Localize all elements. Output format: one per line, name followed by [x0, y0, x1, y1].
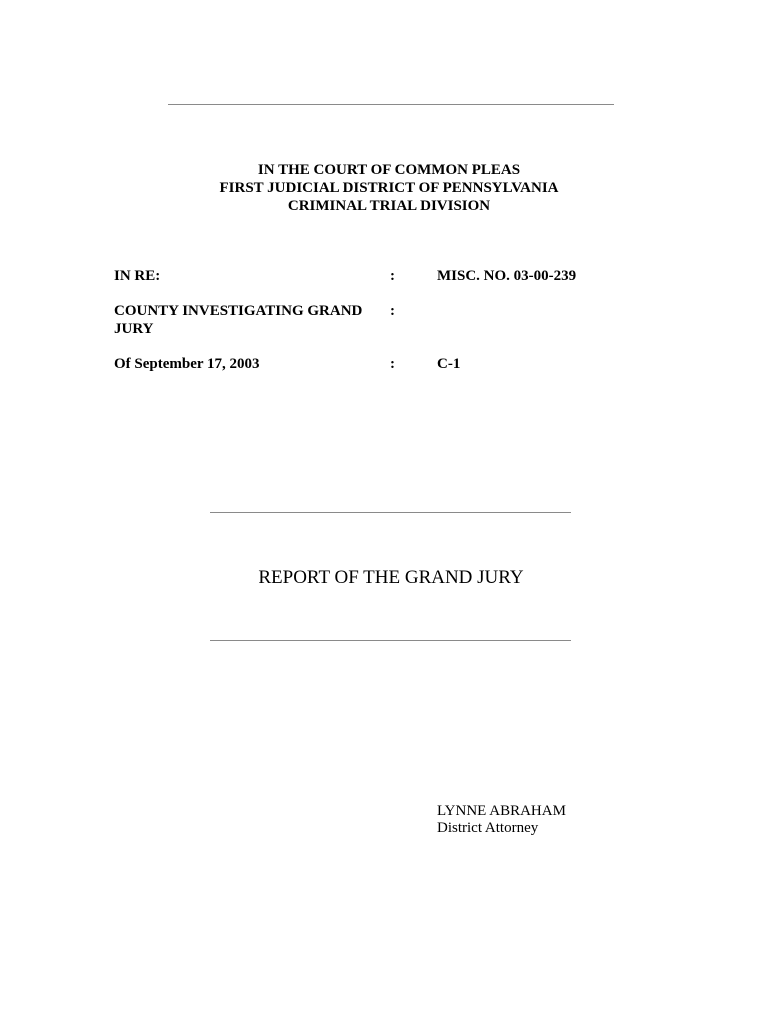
caption-in-re-label: IN RE: — [114, 268, 161, 284]
misc-number: MISC. NO. 03-00-239 — [437, 268, 577, 284]
judicial-district: FIRST JUDICIAL DISTRICT OF PENNSYLVANIA — [219, 180, 559, 196]
top-divider — [168, 104, 614, 105]
title-top-divider — [210, 512, 571, 513]
signatory-name: LYNNE ABRAHAM — [437, 803, 566, 819]
court-division: CRIMINAL TRIAL DIVISION — [287, 198, 491, 214]
signatory-title: District Attorney — [437, 820, 539, 836]
report-title: REPORT OF THE GRAND JURY — [258, 567, 524, 588]
caption-separator: : — [390, 303, 395, 319]
title-bottom-divider — [210, 640, 571, 641]
court-header — [0, 161, 778, 215]
case-code: C-1 — [437, 356, 461, 372]
caption-separator: : — [390, 268, 395, 284]
caption-separator: : — [390, 356, 395, 372]
court-name: IN THE COURT OF COMMON PLEAS — [257, 162, 521, 178]
signature-block — [437, 803, 566, 837]
caption-date: Of September 17, 2003 — [114, 356, 260, 372]
caption-grand-jury-name: COUNTY INVESTIGATING GRAND JURY — [114, 303, 363, 337]
